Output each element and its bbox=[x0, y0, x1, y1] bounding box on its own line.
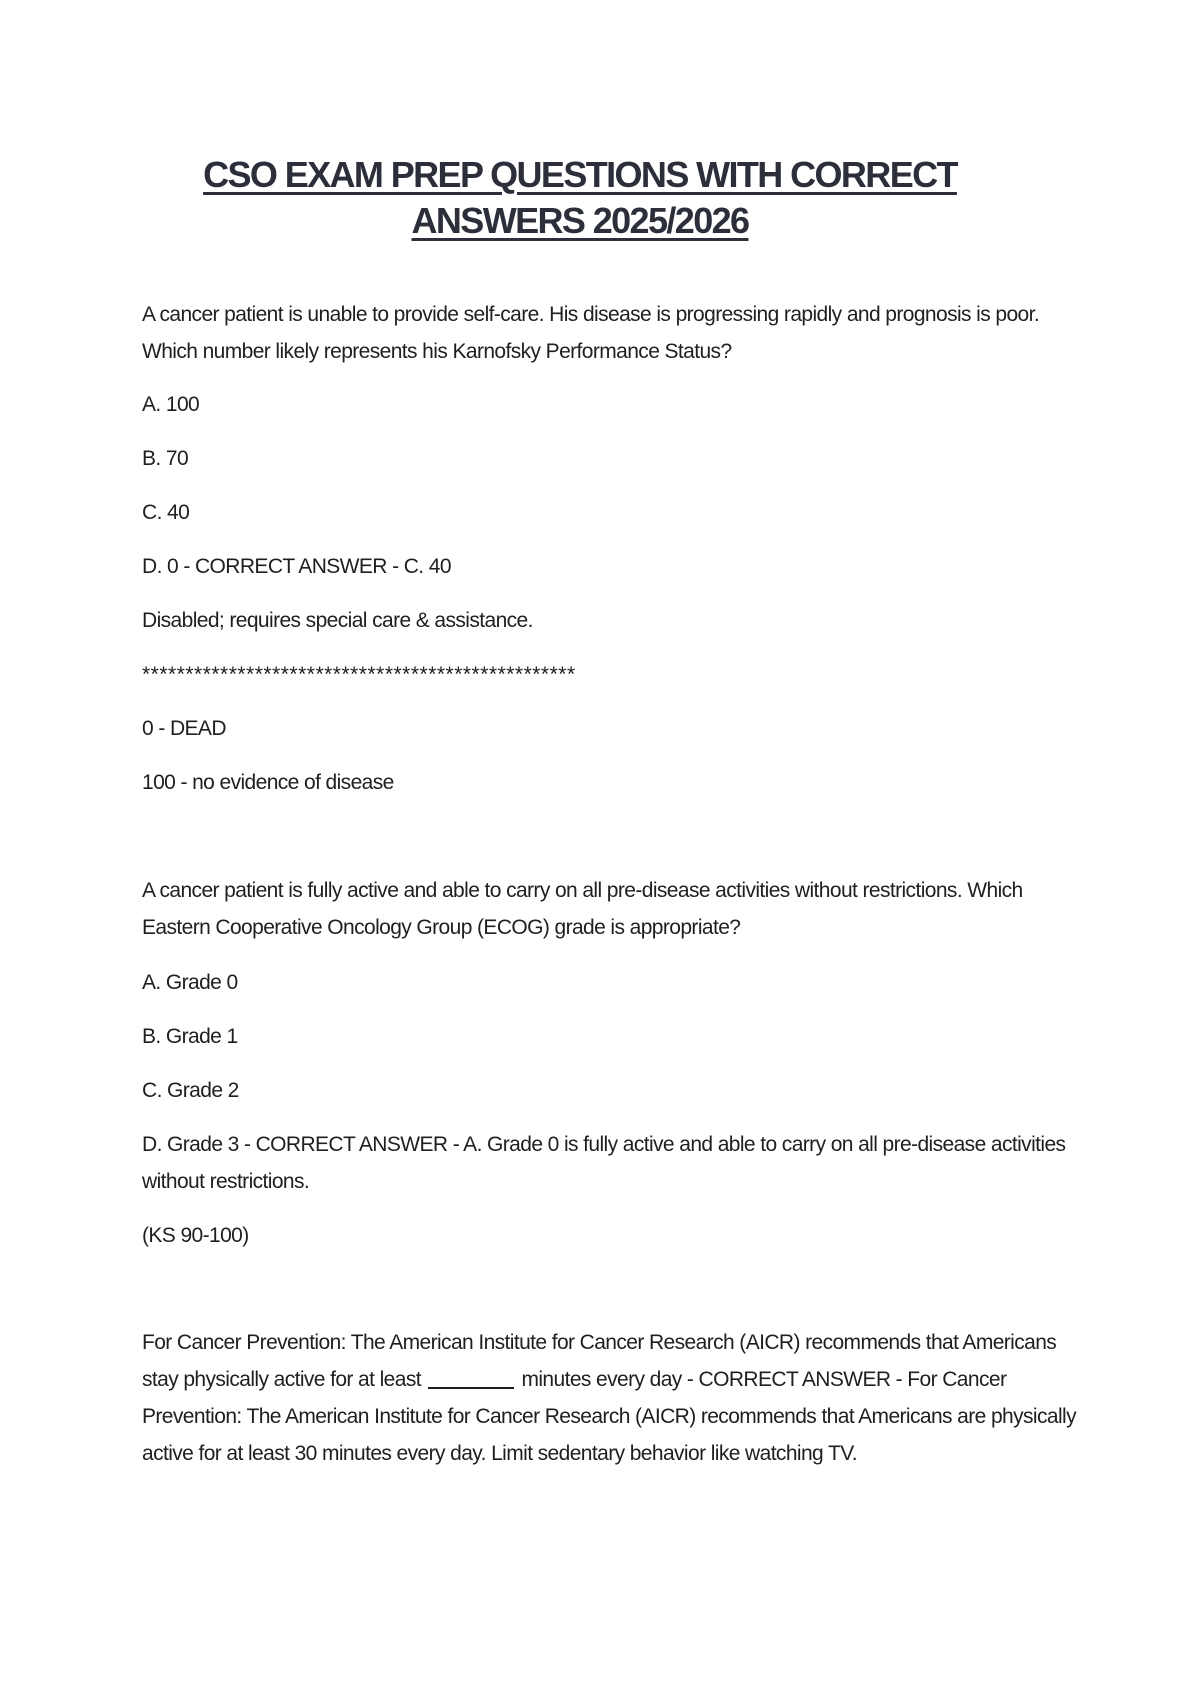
question-2-option-c: C. Grade 2 bbox=[142, 1079, 239, 1102]
question-1-option-b: B. 70 bbox=[142, 447, 189, 470]
question-1-option-a: A. 100 bbox=[142, 393, 200, 416]
fill-in-blank bbox=[428, 1386, 514, 1389]
question-1-text: A cancer patient is unable to provide self-care. His disease is progressing rapidly and prognosis is poor. Which number likely represents his Karnofsky Performance Status? bbox=[142, 303, 1040, 363]
question-3-text-before-blank: For Cancer Prevention: The American Institute for Cancer Research (AICR) recommends that Americans stay physically active for at least bbox=[142, 1331, 1057, 1391]
question-2-option-b: B. Grade 1 bbox=[142, 1025, 238, 1048]
question-3-text-after-blank: minutes every day - CORRECT ANSWER - For Cancer Prevention: The American Institute for Cancer Research (AICR) recommends that Americans are physically active for at least 30 minutes every day. Limit sedentary behavior like watching TV. bbox=[142, 1368, 1076, 1465]
question-1-explanation: Disabled; requires special care & assistance. bbox=[142, 609, 533, 632]
question-2-option-a: A. Grade 0 bbox=[142, 971, 238, 994]
document-title-line-1: CSO EXAM PREP QUESTIONS WITH CORRECT bbox=[203, 154, 957, 195]
question-1-note-dead: 0 - DEAD bbox=[142, 717, 226, 740]
question-2-text: A cancer patient is fully active and able to carry on all pre-disease activities without restrictions. Which Eastern Cooperative Oncology Group (ECOG) grade is appropriate? bbox=[142, 879, 1023, 939]
question-3-paragraph bbox=[142, 1324, 1082, 1472]
question-2-option-d-answer: D. Grade 3 - CORRECT ANSWER - A. Grade 0 is fully active and able to carry on all pre-disease activities without restrictions. bbox=[142, 1133, 1066, 1193]
separator: ************************************************** bbox=[142, 663, 576, 686]
question-1-option-c: C. 40 bbox=[142, 501, 190, 524]
question-1-option-d-answer: D. 0 - CORRECT ANSWER - C. 40 bbox=[142, 555, 451, 578]
question-1-note-no-evidence: 100 - no evidence of disease bbox=[142, 771, 394, 794]
document-title-line-2: ANSWERS 2025/2026 bbox=[411, 200, 749, 241]
question-2-note: (KS 90-100) bbox=[142, 1224, 249, 1247]
